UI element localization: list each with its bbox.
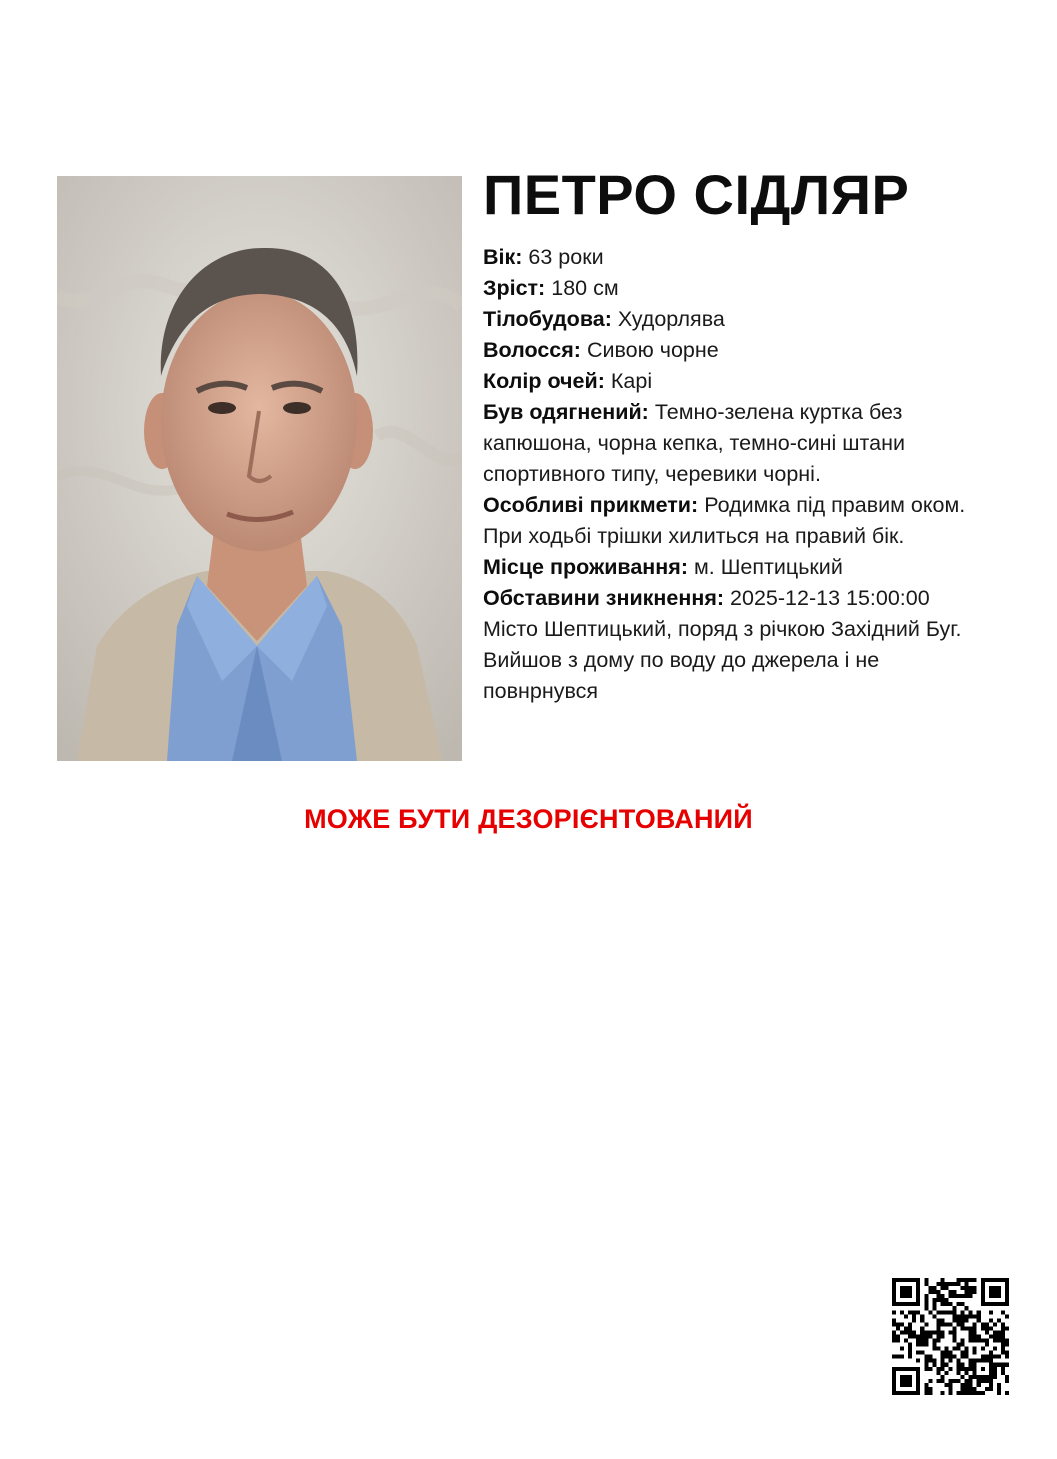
field-age-value: 63 роки <box>528 245 604 269</box>
qr-code[interactable] <box>892 1278 1009 1395</box>
field-clothing-label: Був одягнений: <box>483 400 649 424</box>
field-hair-value: Сивою чорне <box>586 338 719 362</box>
field-residence-label: Місце проживання: <box>483 555 688 579</box>
field-height-value: 180 см <box>551 276 619 300</box>
field-eye-color <box>483 366 983 397</box>
field-circumstances-label: Обставини зникнення: <box>483 586 725 610</box>
field-build-value: Худорлява <box>617 307 725 331</box>
field-height <box>483 273 983 304</box>
field-height-label: Зріст: <box>483 276 546 300</box>
field-clothing-value: Темно-зелена куртка без капюшона, чорна кепка, темно-сині штани спортивного типу, черевики чорні. <box>483 400 905 486</box>
disoriented-warning: МОЖЕ БУТИ ДЕЗОРІЄНТОВАНИЙ <box>304 804 753 834</box>
field-eye-color-label: Колір очей: <box>483 369 605 393</box>
field-special-marks <box>483 490 983 552</box>
field-residence <box>483 552 983 583</box>
field-circumstances <box>483 583 983 707</box>
person-name: ПЕТРО СІДЛЯР <box>483 163 910 226</box>
person-photo <box>57 176 462 761</box>
field-circumstances-value: 2025-12-13 15:00:00 Місто Шептицький, поряд з річкою Західний Буг. Вийшов з дому по воду до джерела і не повнрнувся <box>483 586 962 703</box>
portrait-image <box>57 176 462 761</box>
person-info <box>483 160 983 707</box>
field-build-label: Тілобудова: <box>483 307 612 331</box>
field-special-marks-label: Особливі прикмети: <box>483 493 699 517</box>
field-special-marks-value: Родимка під правим оком. При ходьбі трішки хилиться на правий бік. <box>483 493 966 548</box>
qr-code-icon <box>892 1278 1009 1395</box>
field-eye-color-value: Карі <box>610 369 653 393</box>
field-build <box>483 304 983 335</box>
field-hair <box>483 335 983 366</box>
field-hair-label: Волосся: <box>483 338 581 362</box>
field-clothing <box>483 397 983 490</box>
field-age <box>483 242 983 273</box>
field-age-label: Вік: <box>483 245 523 269</box>
field-residence-value: м. Шептицький <box>694 555 843 579</box>
